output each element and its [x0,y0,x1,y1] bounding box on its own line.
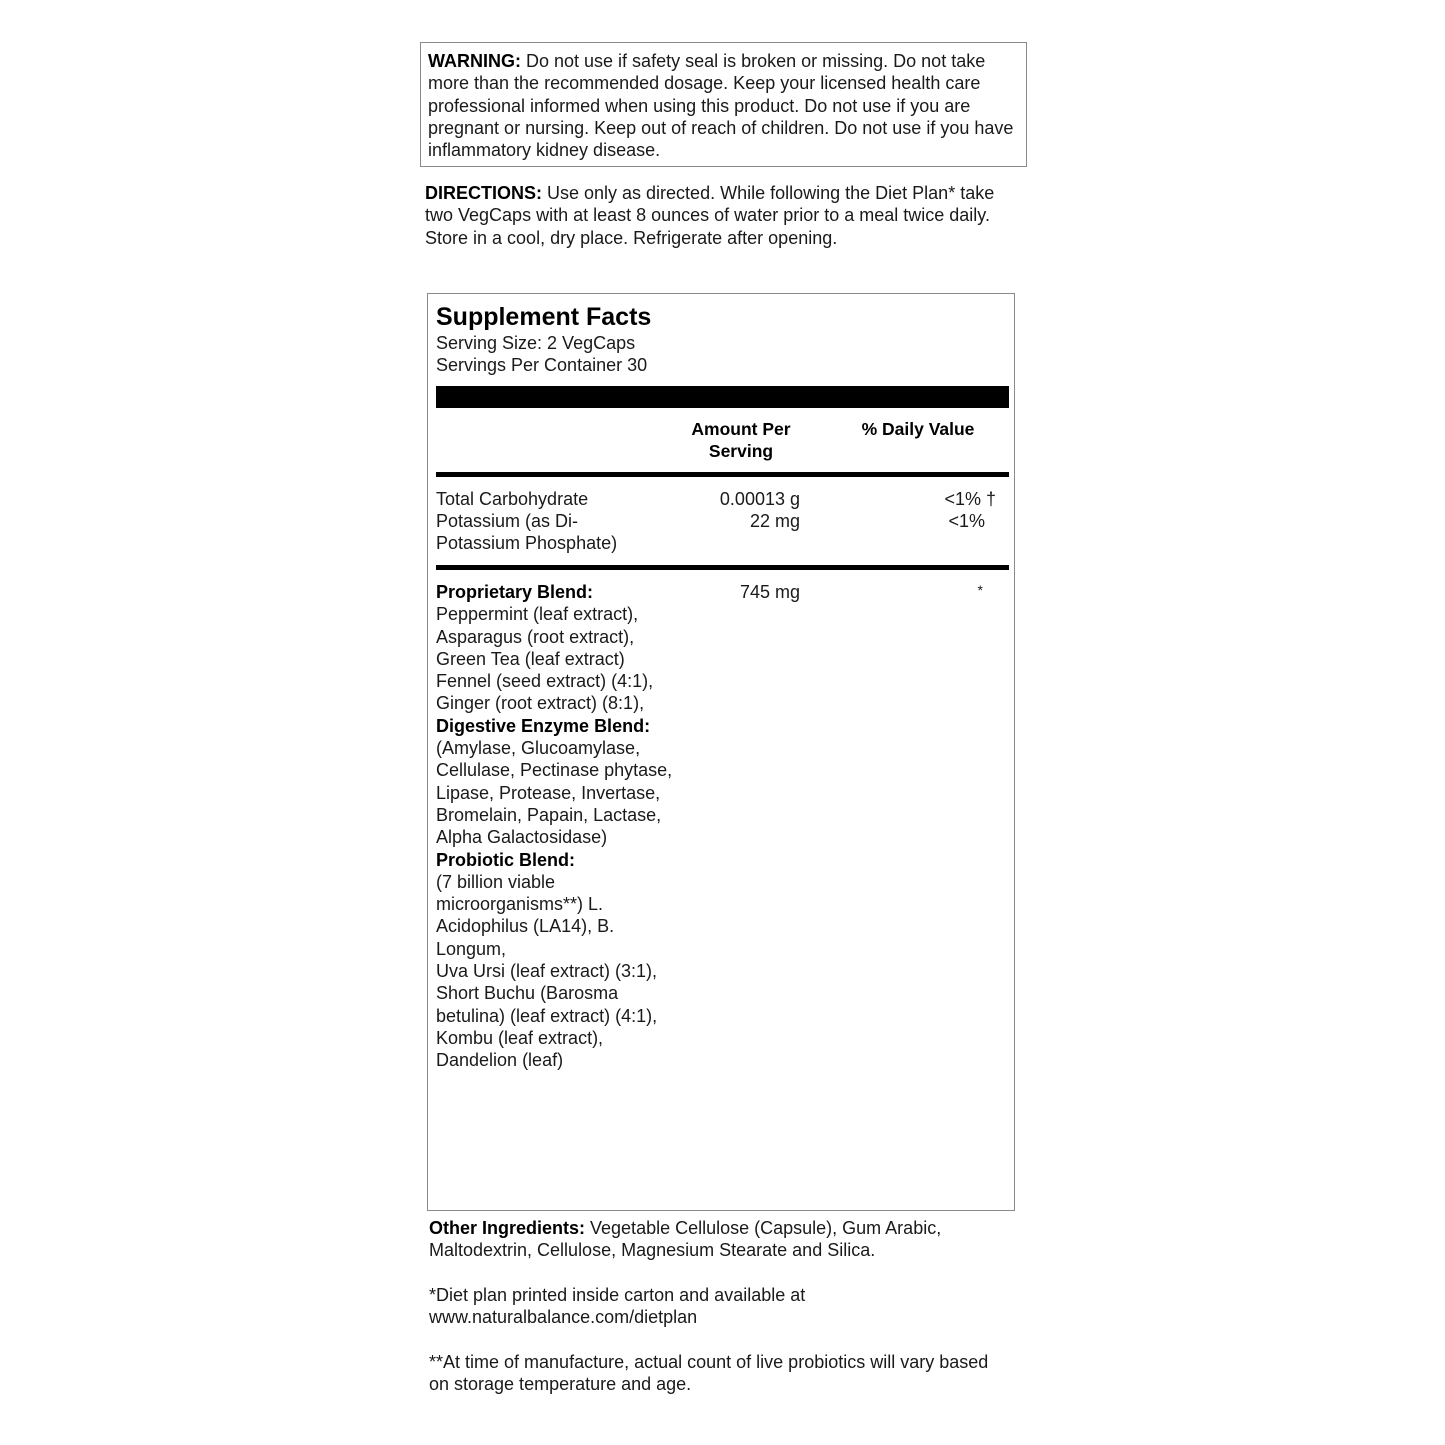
row-name-potassium: Potassium (as Di-Potassium Phosphate) [436,511,618,554]
directions-text: Use only as directed. While following the Diet Plan* take two VegCaps with at least 8 ounces of water prior to a meal twice daily. Store in a cool, dry place. Refrigerate after opening. [425,183,995,248]
row-amount-total-carbohydrate: 0.00013 g [719,489,800,509]
diet-plan-note: *Diet plan printed inside carton and available at www.naturalbalance.com/dietplan [429,1285,806,1328]
row-dv-total-carbohydrate: <1% † [944,489,996,509]
header-amount-per-serving: Amount Per Serving [691,419,791,461]
blend-amount: 745 mg [739,582,800,602]
digestive-enzyme-ingredients: (Amylase, Glucoamylase, Cellulase, Pectinase phytase, Lipase, Protease, Invertase, Bromelain, Papain, Lactase, Alpha Galactosidase) [436,738,673,848]
other-ingredients-text: Vegetable Cellulose (Capsule), Gum Arabic, Maltodextrin, Cellulose, Magnesium Stearate and Silica. [429,1218,942,1261]
proprietary-blend-label: Proprietary Blend: [436,582,594,602]
row-name-total-carbohydrate: Total Carbohydrate [436,489,589,509]
thick-divider [436,386,1009,408]
supplement-facts-panel [427,293,1015,1211]
directions-label: DIRECTIONS: [425,183,542,203]
servings-per-container: Servings Per Container 30 [436,355,648,375]
directions-text-block [425,182,1015,249]
proprietary-blend-ingredients: Peppermint (leaf extract), Asparagus (root extract), Green Tea (leaf extract) Fennel (seed extract) (4:1), Ginger (root extract) (8:1), [436,604,654,714]
warning-box [420,42,1027,167]
probiotic-blend-ingredients: (7 billion viable microorganisms**) L. Acidophilus (LA14), B. Longum, [436,871,615,959]
header-divider [436,472,1009,477]
blend-daily-value: * [977,582,983,598]
header-daily-value: % Daily Value [861,419,975,439]
other-ingredients-label: Other Ingredients: [429,1218,586,1238]
section-divider [436,565,1009,570]
warning-text: Do not use if safety seal is broken or missing. Do not take more than the recommended dosage. Keep your licensed health care professional informed when using this product. Do not use if you are pregnant or nursing. Keep out of reach of children. Do not use if you have inflammatory kidney disease. [428,51,1014,161]
row-amount-potassium: 22 mg [749,511,800,531]
probiotic-count-note: **At time of manufacture, actual count of live probiotics will vary based on storage temperature and age. [429,1352,989,1395]
proprietary-blend-text [436,581,676,1072]
warning-label: WARNING: [428,51,521,71]
digestive-enzyme-label: Digestive Enzyme Blend: [436,715,651,736]
additional-ingredients: Uva Ursi (leaf extract) (3:1), Short Buchu (Barosma betulina) (leaf extract) (4:1), Kombu (leaf extract), Dandelion (leaf) [436,961,658,1071]
facts-title: Supplement Facts [436,303,652,331]
row-dv-potassium: <1% [948,511,985,531]
other-ingredients [429,1217,1029,1262]
probiotic-blend-label: Probiotic Blend: [436,849,575,870]
serving-size: Serving Size: 2 VegCaps [436,333,636,353]
